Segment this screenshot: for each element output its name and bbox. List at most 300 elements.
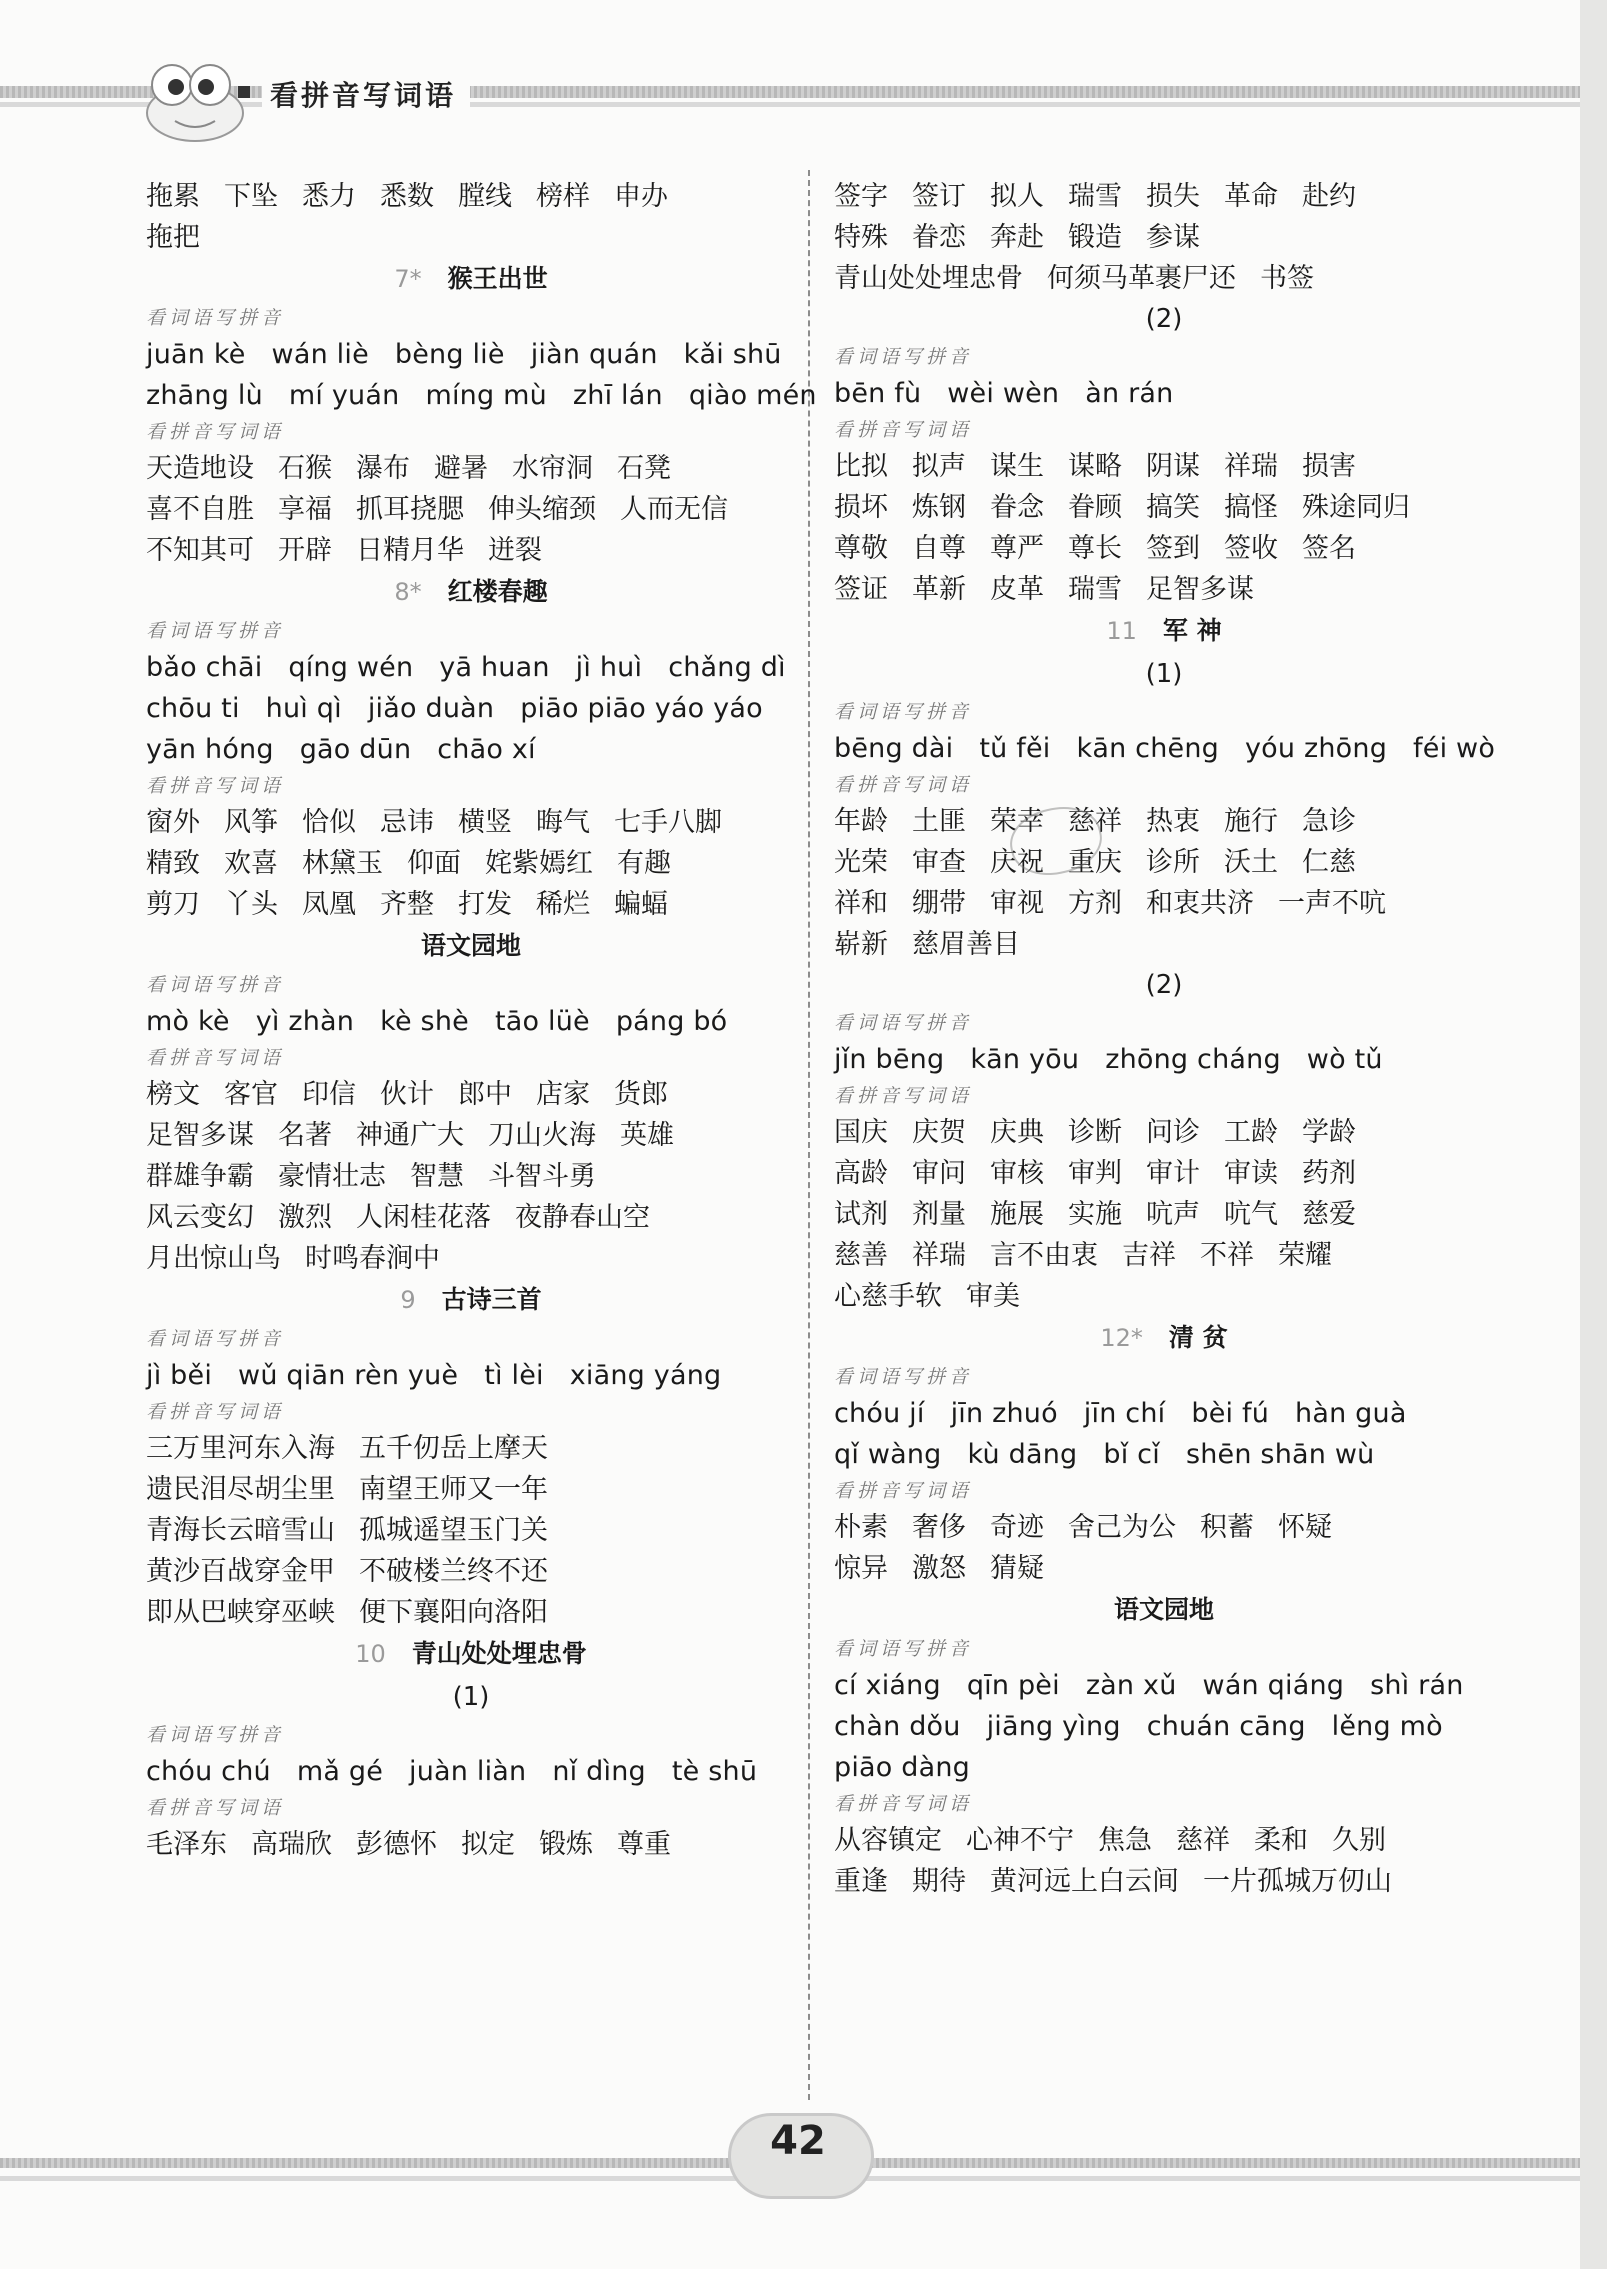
pinyin-item: chǎng dì xyxy=(668,652,786,683)
pinyin-item: qīn pèi xyxy=(966,1670,1060,1701)
pinyin-item: xiāng yáng xyxy=(569,1360,722,1391)
word-item: 瀑布 xyxy=(356,453,410,484)
word-item: 榜文 xyxy=(146,1079,200,1110)
pinyin-item: tì lèi xyxy=(484,1360,544,1391)
word-item: 英雄 xyxy=(620,1120,674,1151)
pinyin-item: jiāng yìng xyxy=(986,1711,1121,1742)
word-line xyxy=(146,884,796,925)
word-item: 吭声 xyxy=(1146,1199,1200,1230)
word-item: 不祥 xyxy=(1200,1240,1254,1271)
word-item: 忌讳 xyxy=(380,807,434,838)
word-line xyxy=(146,530,796,571)
pinyin-item: wán qiáng xyxy=(1202,1670,1345,1701)
word-item: 风筝 xyxy=(224,807,278,838)
pinyin-line xyxy=(146,729,796,770)
word-block xyxy=(146,1824,796,1865)
pinyin-line xyxy=(146,1355,796,1396)
word-item: 横竖 xyxy=(458,807,512,838)
word-item: 即从巴峡穿巫峡 xyxy=(146,1597,335,1628)
word-item: 晦气 xyxy=(536,807,590,838)
word-line xyxy=(146,176,796,217)
word-line xyxy=(834,176,1494,217)
pinyin-item: bǎo chāi xyxy=(146,652,263,683)
word-item: 伙计 xyxy=(380,1079,434,1110)
intro-words xyxy=(146,176,796,258)
pinyin-block xyxy=(834,1393,1494,1475)
word-item: 祥瑞 xyxy=(912,1240,966,1271)
word-item: 精致 xyxy=(146,848,200,879)
pinyin-item: kān yōu xyxy=(970,1044,1080,1075)
word-item: 剂量 xyxy=(912,1199,966,1230)
pinyin-item: jǐn bēng xyxy=(834,1044,945,1075)
word-item: 谋生 xyxy=(990,451,1044,482)
word-item: 奔赴 xyxy=(990,222,1044,253)
word-item: 谋略 xyxy=(1068,451,1122,482)
word-item: 吭气 xyxy=(1224,1199,1278,1230)
pinyin-block xyxy=(834,728,1494,769)
word-item: 仁慈 xyxy=(1302,847,1356,878)
label-pinyin-to-word: 看拼音写词语 xyxy=(834,419,973,441)
pinyin-item: hàn guà xyxy=(1295,1398,1407,1429)
pinyin-item: gāo dūn xyxy=(299,734,412,765)
word-line xyxy=(834,217,1494,258)
word-item: 荣幸 xyxy=(990,806,1044,837)
pinyin-item: wǔ qiān rèn yuè xyxy=(238,1360,459,1391)
word-item: 悉数 xyxy=(380,181,434,212)
pinyin-item: piāo dàng xyxy=(834,1752,971,1783)
label-pinyin-to-word: 看拼音写词语 xyxy=(146,1797,285,1819)
word-item: 期待 xyxy=(912,1866,966,1897)
word-item: 殊途同归 xyxy=(1302,492,1410,523)
word-item: 毛泽东 xyxy=(146,1829,227,1860)
pinyin-line xyxy=(834,1434,1494,1475)
word-item: 尊敬 xyxy=(834,533,888,564)
word-item: 审问 xyxy=(912,1158,966,1189)
pinyin-item: yān hóng xyxy=(146,734,274,765)
page-number: 42 xyxy=(770,2118,826,2164)
word-item: 时鸣春涧中 xyxy=(305,1243,440,1274)
word-line xyxy=(834,1861,1494,1902)
pinyin-item: juàn liàn xyxy=(409,1756,527,1787)
pinyin-item: chóu chú xyxy=(146,1756,271,1787)
pinyin-item: kān chēng xyxy=(1076,733,1219,764)
word-item: 豪情壮志 xyxy=(278,1161,386,1192)
word-item: 申办 xyxy=(614,181,668,212)
word-line xyxy=(146,489,796,530)
word-item: 窗外 xyxy=(146,807,200,838)
word-item: 高瑞欣 xyxy=(251,1829,332,1860)
label-word-to-pinyin: 看词语写拼音 xyxy=(834,1012,973,1034)
word-item: 急诊 xyxy=(1302,806,1356,837)
word-line xyxy=(146,1156,796,1197)
left-column xyxy=(146,176,817,1865)
pinyin-item: chàn dǒu xyxy=(834,1711,961,1742)
pinyin-line xyxy=(834,1039,1494,1080)
word-block xyxy=(146,1074,796,1279)
part-label: (1) xyxy=(452,1682,490,1712)
word-item: 抓耳挠腮 xyxy=(356,494,464,525)
word-block xyxy=(834,801,1494,965)
pinyin-line xyxy=(834,728,1494,769)
word-line xyxy=(834,1820,1494,1861)
word-line xyxy=(834,801,1494,842)
pinyin-item: bēng dài xyxy=(834,733,954,764)
word-item: 智慧 xyxy=(410,1161,464,1192)
word-item: 拖把 xyxy=(146,222,200,253)
word-item: 审判 xyxy=(1068,1158,1122,1189)
word-item: 皮革 xyxy=(990,574,1044,605)
lesson-heading: 11 军 神 xyxy=(1106,616,1222,645)
word-item: 拖累 xyxy=(146,181,200,212)
word-line xyxy=(146,1238,796,1279)
pinyin-item: jiàn quán xyxy=(530,339,658,370)
word-item: 南望王师又一年 xyxy=(359,1474,548,1505)
word-line xyxy=(146,217,796,258)
word-line xyxy=(834,883,1494,924)
word-block xyxy=(834,1112,1494,1317)
pinyin-line xyxy=(834,373,1494,414)
word-item: 久别 xyxy=(1332,1825,1386,1856)
label-word-to-pinyin: 看词语写拼音 xyxy=(834,701,973,723)
word-item: 姹紫嫣红 xyxy=(485,848,593,879)
word-item: 心慈手软 xyxy=(834,1281,942,1312)
word-line xyxy=(834,569,1494,610)
pinyin-item: àn rán xyxy=(1085,378,1174,409)
word-item: 国庆 xyxy=(834,1117,888,1148)
word-item: 林黛玉 xyxy=(302,848,383,879)
pinyin-block xyxy=(146,1751,796,1792)
pinyin-line xyxy=(146,688,796,729)
word-item: 审美 xyxy=(966,1281,1020,1312)
word-item: 郎中 xyxy=(458,1079,512,1110)
word-item: 和衷共济 xyxy=(1146,888,1254,919)
pinyin-item: zàn xǔ xyxy=(1085,1670,1177,1701)
pinyin-item: juān kè xyxy=(146,339,246,370)
pinyin-item: mǎ gé xyxy=(296,1756,384,1787)
word-line xyxy=(146,1510,796,1551)
pinyin-item: cí xiáng xyxy=(834,1670,941,1701)
word-line xyxy=(834,528,1494,569)
word-item: 惊异 xyxy=(834,1553,888,1584)
pinyin-block xyxy=(834,1665,1494,1788)
pinyin-item: wò tǔ xyxy=(1306,1044,1383,1075)
word-line xyxy=(834,1112,1494,1153)
word-item: 慈祥 xyxy=(1176,1825,1230,1856)
word-item: 年龄 xyxy=(834,806,888,837)
right-column xyxy=(834,176,1494,1902)
pinyin-line xyxy=(146,647,796,688)
word-item: 书签 xyxy=(1260,263,1314,294)
word-item: 搞笑 xyxy=(1146,492,1200,523)
word-item: 打发 xyxy=(458,889,512,920)
word-line xyxy=(834,1194,1494,1235)
word-item: 斗智斗勇 xyxy=(488,1161,596,1192)
word-line xyxy=(834,446,1494,487)
pinyin-item: qǐ wàng xyxy=(834,1439,942,1470)
label-word-to-pinyin: 看词语写拼音 xyxy=(146,1328,285,1350)
pinyin-item: qiào mén xyxy=(688,380,817,411)
word-item: 参谋 xyxy=(1146,222,1200,253)
pinyin-item: nǐ dìng xyxy=(552,1756,646,1787)
word-item: 店家 xyxy=(536,1079,590,1110)
word-item: 眷恋 xyxy=(912,222,966,253)
word-item: 诊所 xyxy=(1146,847,1200,878)
word-item: 革新 xyxy=(912,574,966,605)
word-item: 不知其可 xyxy=(146,535,254,566)
word-item: 施行 xyxy=(1224,806,1278,837)
word-item: 学龄 xyxy=(1302,1117,1356,1148)
word-item: 签到 xyxy=(1146,533,1200,564)
word-item: 五千仞岳上摩天 xyxy=(359,1433,548,1464)
word-line xyxy=(834,1153,1494,1194)
word-item: 工龄 xyxy=(1224,1117,1278,1148)
word-block xyxy=(146,1428,796,1633)
word-item: 激烈 xyxy=(278,1202,332,1233)
pinyin-item: mò kè xyxy=(146,1006,230,1037)
word-item: 审查 xyxy=(912,847,966,878)
word-line xyxy=(146,1824,796,1865)
word-block xyxy=(834,1820,1494,1902)
word-item: 方剂 xyxy=(1068,888,1122,919)
word-item: 刀山火海 xyxy=(488,1120,596,1151)
pinyin-line xyxy=(146,375,817,416)
pinyin-item: wèi wèn xyxy=(947,378,1060,409)
word-item: 青山处处埋忠骨 xyxy=(834,263,1023,294)
pinyin-item: kù dāng xyxy=(967,1439,1078,1470)
pinyin-item: chāo xí xyxy=(437,734,536,765)
word-item: 何须马革裹尸还 xyxy=(1047,263,1236,294)
word-item: 群雄争霸 xyxy=(146,1161,254,1192)
word-block xyxy=(834,446,1494,610)
word-item: 风云变幻 xyxy=(146,1202,254,1233)
pinyin-item: bēn fù xyxy=(834,378,922,409)
word-item: 朴素 xyxy=(834,1512,888,1543)
word-item: 锻造 xyxy=(1068,222,1122,253)
label-pinyin-to-word: 看拼音写词语 xyxy=(834,1793,973,1815)
label-word-to-pinyin: 看词语写拼音 xyxy=(146,974,285,996)
word-item: 重逢 xyxy=(834,1866,888,1897)
label-word-to-pinyin: 看词语写拼音 xyxy=(146,307,285,329)
pinyin-item: bèi fú xyxy=(1191,1398,1270,1429)
pinyin-item: yóu zhōng xyxy=(1244,733,1388,764)
word-item: 损害 xyxy=(1302,451,1356,482)
pinyin-item: shì rán xyxy=(1370,1670,1464,1701)
word-item: 怀疑 xyxy=(1278,1512,1332,1543)
pinyin-item: tè shū xyxy=(671,1756,758,1787)
word-item: 庆贺 xyxy=(912,1117,966,1148)
lesson-heading: 8* 红楼春趣 xyxy=(394,577,548,606)
word-item: 拟定 xyxy=(461,1829,515,1860)
word-block xyxy=(146,802,796,925)
word-line xyxy=(834,1276,1494,1317)
part-label: (2) xyxy=(1145,970,1183,1000)
word-item: 天造地设 xyxy=(146,453,254,484)
pinyin-item: chuán cāng xyxy=(1146,1711,1306,1742)
pinyin-item: páng bó xyxy=(615,1006,728,1037)
pinyin-item: jīn chí xyxy=(1083,1398,1166,1429)
label-pinyin-to-word: 看拼音写词语 xyxy=(834,1085,973,1107)
word-item: 祥瑞 xyxy=(1224,451,1278,482)
word-item: 赴约 xyxy=(1302,181,1356,212)
word-item: 庆祝 xyxy=(990,847,1044,878)
header-square-icon xyxy=(238,86,250,98)
pinyin-item: tǔ fěi xyxy=(979,733,1051,764)
word-line xyxy=(834,924,1494,965)
word-item: 尊重 xyxy=(617,1829,671,1860)
word-line xyxy=(146,802,796,843)
label-word-to-pinyin: 看词语写拼音 xyxy=(834,1638,973,1660)
pinyin-item: yì zhàn xyxy=(255,1006,355,1037)
word-item: 言不由衷 xyxy=(990,1240,1098,1271)
word-item: 避暑 xyxy=(434,453,488,484)
word-item: 稀烂 xyxy=(536,889,590,920)
word-item: 搞怪 xyxy=(1224,492,1278,523)
page-title: 看拼音写词语 xyxy=(262,74,470,114)
section-heading: 语文园地 xyxy=(420,931,521,960)
word-line xyxy=(146,1592,796,1633)
part-label: (1) xyxy=(1145,659,1183,689)
word-item: 柔和 xyxy=(1254,1825,1308,1856)
word-item: 恰似 xyxy=(302,807,356,838)
word-block xyxy=(146,448,796,571)
lesson-heading: 10 青山处处埋忠骨 xyxy=(355,1639,587,1668)
word-item: 彭德怀 xyxy=(356,1829,437,1860)
word-item: 眷顾 xyxy=(1068,492,1122,523)
word-item: 印信 xyxy=(302,1079,356,1110)
word-item: 欢喜 xyxy=(224,848,278,879)
label-pinyin-to-word: 看拼音写词语 xyxy=(146,775,285,797)
label-pinyin-to-word: 看拼音写词语 xyxy=(834,1480,973,1502)
word-item: 夜静春山空 xyxy=(515,1202,650,1233)
word-line xyxy=(146,1551,796,1592)
word-item: 损失 xyxy=(1146,181,1200,212)
pinyin-item: chōu ti xyxy=(146,693,240,724)
pinyin-item: zhōng cháng xyxy=(1105,1044,1281,1075)
word-block xyxy=(834,1507,1494,1589)
column-divider xyxy=(808,170,810,2100)
word-item: 尊长 xyxy=(1068,533,1122,564)
word-item: 光荣 xyxy=(834,847,888,878)
pinyin-item: jì běi xyxy=(146,1360,213,1391)
word-line xyxy=(834,258,1494,299)
word-item: 伸头缩颈 xyxy=(488,494,596,525)
word-item: 慈爱 xyxy=(1302,1199,1356,1230)
word-block xyxy=(834,176,1494,299)
lesson-heading: 12* 清 贫 xyxy=(1100,1323,1228,1352)
word-item: 足智多谋 xyxy=(146,1120,254,1151)
word-item: 慈祥 xyxy=(1068,806,1122,837)
pinyin-item: yā huan xyxy=(439,652,550,683)
word-line xyxy=(834,487,1494,528)
word-item: 庆典 xyxy=(990,1117,1044,1148)
pinyin-item: wán liè xyxy=(271,339,369,370)
word-item: 祥和 xyxy=(834,888,888,919)
word-item: 足智多谋 xyxy=(1146,574,1254,605)
word-line xyxy=(146,1469,796,1510)
word-item: 黄沙百战穿金甲 xyxy=(146,1556,335,1587)
word-item: 石凳 xyxy=(617,453,671,484)
label-pinyin-to-word: 看拼音写词语 xyxy=(146,421,285,443)
word-item: 一声不吭 xyxy=(1278,888,1386,919)
word-item: 积蓄 xyxy=(1200,1512,1254,1543)
word-item: 孤城遥望玉门关 xyxy=(359,1515,548,1546)
word-item: 人而无信 xyxy=(620,494,728,525)
word-item: 重庆 xyxy=(1068,847,1122,878)
word-item: 热衷 xyxy=(1146,806,1200,837)
word-item: 慈眉善目 xyxy=(912,929,1020,960)
word-item: 黄河远上白云间 xyxy=(990,1866,1179,1897)
lesson-heading: 7* 猴王出世 xyxy=(394,264,548,293)
word-item: 有趣 xyxy=(617,848,671,879)
word-item: 一片孤城万仞山 xyxy=(1203,1866,1392,1897)
word-item: 水帘洞 xyxy=(512,453,593,484)
word-item: 审核 xyxy=(990,1158,1044,1189)
word-line xyxy=(834,1507,1494,1548)
word-line xyxy=(834,1548,1494,1589)
word-item: 齐整 xyxy=(380,889,434,920)
word-item: 奇迹 xyxy=(990,1512,1044,1543)
word-item: 膛线 xyxy=(458,181,512,212)
word-item: 蝙蝠 xyxy=(614,889,668,920)
word-item: 审计 xyxy=(1146,1158,1200,1189)
word-item: 不破楼兰终不还 xyxy=(359,1556,548,1587)
word-item: 日精月华 xyxy=(356,535,464,566)
pinyin-line xyxy=(146,1751,796,1792)
word-item: 悉力 xyxy=(302,181,356,212)
pinyin-item: jì huì xyxy=(575,652,643,683)
word-item: 仰面 xyxy=(407,848,461,879)
word-line xyxy=(146,1115,796,1156)
word-item: 享福 xyxy=(278,494,332,525)
word-item: 土匪 xyxy=(912,806,966,837)
word-item: 炼钢 xyxy=(912,492,966,523)
word-item: 签证 xyxy=(834,574,888,605)
word-line xyxy=(146,1074,796,1115)
word-item: 开辟 xyxy=(278,535,332,566)
frog-mascot-icon xyxy=(140,55,250,145)
word-item: 三万里河东入海 xyxy=(146,1433,335,1464)
word-item: 拟人 xyxy=(990,181,1044,212)
pinyin-item: lěng mò xyxy=(1331,1711,1443,1742)
word-item: 慈善 xyxy=(834,1240,888,1271)
pinyin-item: kǎi shū xyxy=(683,339,782,370)
word-item: 诊断 xyxy=(1068,1117,1122,1148)
pinyin-item: bǐ cǐ xyxy=(1103,1439,1160,1470)
word-item: 货郎 xyxy=(614,1079,668,1110)
word-item: 眷念 xyxy=(990,492,1044,523)
page-edge xyxy=(1580,0,1607,2269)
word-item: 绷带 xyxy=(912,888,966,919)
pinyin-block xyxy=(146,1355,796,1396)
pinyin-line xyxy=(834,1665,1494,1706)
word-line xyxy=(146,1428,796,1469)
word-item: 心神不宁 xyxy=(966,1825,1074,1856)
word-item: 沃土 xyxy=(1224,847,1278,878)
pinyin-item: mí yuán xyxy=(288,380,400,411)
word-line xyxy=(146,843,796,884)
word-line xyxy=(834,1235,1494,1276)
word-item: 阴谋 xyxy=(1146,451,1200,482)
word-item: 遗民泪尽胡尘里 xyxy=(146,1474,335,1505)
word-item: 奢侈 xyxy=(912,1512,966,1543)
word-item: 崭新 xyxy=(834,929,888,960)
pinyin-item: jīn zhuó xyxy=(950,1398,1058,1429)
pinyin-line xyxy=(146,1001,796,1042)
pinyin-item: chóu jí xyxy=(834,1398,925,1429)
word-item: 迸裂 xyxy=(488,535,542,566)
word-item: 激怒 xyxy=(912,1553,966,1584)
word-item: 革命 xyxy=(1224,181,1278,212)
